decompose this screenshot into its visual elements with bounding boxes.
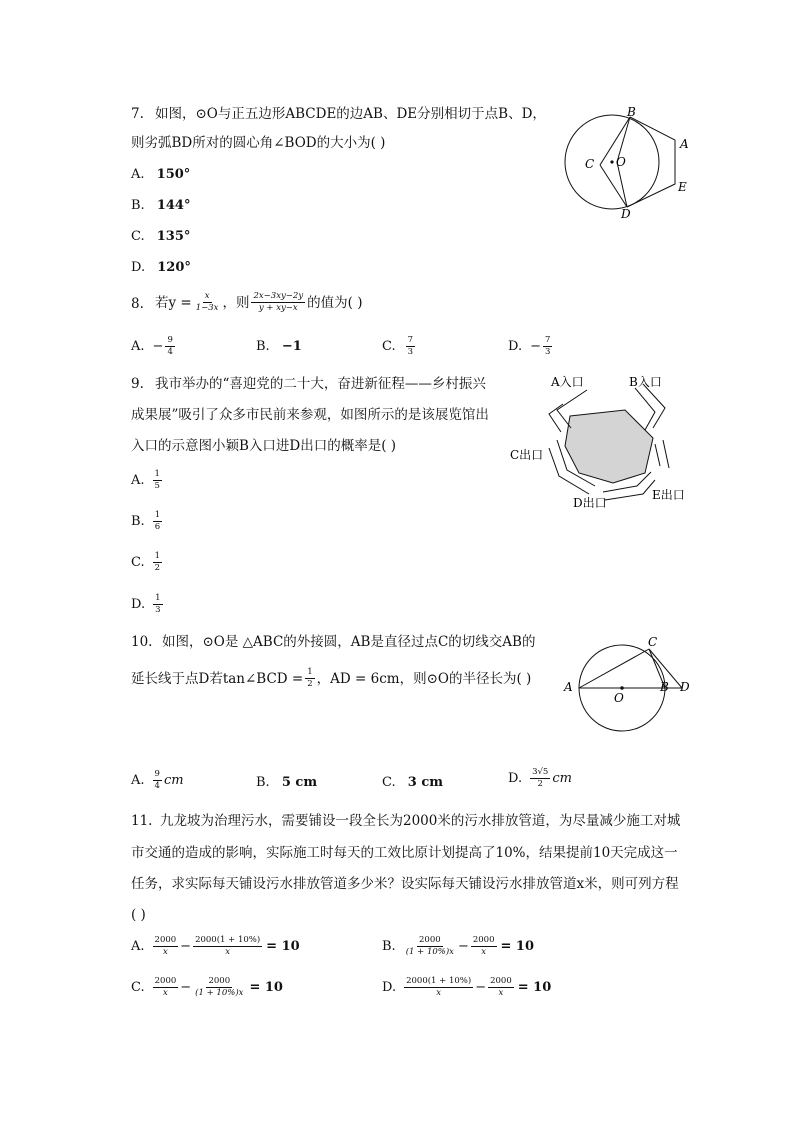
q7-option-d[interactable] bbox=[131, 259, 191, 277]
option-text: −1 bbox=[281, 339, 302, 354]
label-c: C bbox=[585, 157, 595, 171]
q9-option-a[interactable] bbox=[131, 470, 164, 491]
q11-stem-line3: 任务，求实际每天铺设污水排放管道多少米？设实际每天铺设污水排放管道x米，则可列方程 bbox=[131, 876, 679, 892]
equation-rhs: = 10 bbox=[266, 938, 300, 954]
q10-stem-line2 bbox=[131, 668, 531, 689]
option-sign: − bbox=[530, 338, 541, 354]
fraction-2: $\frac{2000}{x}$ bbox=[490, 976, 512, 998]
q7-option-a[interactable] bbox=[131, 166, 190, 184]
label-d-exit: D出口 bbox=[573, 496, 607, 510]
q8-number: 8. bbox=[131, 296, 144, 312]
option-letter: D. bbox=[131, 260, 146, 275]
q7-pentagon-circle-figure bbox=[555, 102, 705, 222]
q8-mid: ，则 bbox=[222, 294, 250, 311]
label-o: O bbox=[614, 691, 624, 705]
q10-option-a[interactable] bbox=[131, 770, 184, 791]
q9-option-d[interactable] bbox=[131, 594, 165, 615]
option-text: 3 cm bbox=[407, 775, 444, 790]
q8-option-b[interactable] bbox=[256, 338, 302, 356]
q7-option-b[interactable] bbox=[131, 197, 190, 215]
option-letter: A. bbox=[131, 938, 145, 954]
option-letter: B. bbox=[256, 775, 270, 790]
q8-prefix: 若y = bbox=[155, 294, 192, 311]
q8-suffix: 的值为( ) bbox=[307, 294, 363, 311]
option-letter: D. bbox=[508, 770, 523, 786]
q7-stem-line1: 如图，⊙O与正五边形ABCDE的边AB、DE分别相切于点B、D， bbox=[155, 106, 546, 122]
q7-option-c[interactable] bbox=[131, 228, 190, 246]
option-letter: A. bbox=[131, 338, 145, 354]
label-a-entrance: A入口 bbox=[551, 375, 584, 389]
option-letter: A. bbox=[131, 772, 145, 788]
q8-option-c[interactable] bbox=[382, 336, 417, 357]
option-letter: D. bbox=[508, 338, 523, 354]
q11-option-a[interactable]: A. $\frac{2000}{x}$ − $\frac{2000(1 + 10\%)}{x}$ = 10 bbox=[131, 935, 300, 957]
option-text: 5 cm bbox=[281, 775, 318, 790]
option-letter: D. bbox=[131, 596, 146, 612]
option-text: 150° bbox=[156, 167, 191, 182]
option-letter: B. bbox=[131, 198, 145, 213]
fraction-2: $\frac{2000(1 + 10\%)}{x}$ bbox=[195, 935, 261, 957]
q10-option-b[interactable] bbox=[256, 774, 317, 792]
label-b-entrance: B入口 bbox=[629, 375, 662, 389]
q10-line2-end: ，AD = 6cm，则⊙O的半径长为( ) bbox=[316, 670, 532, 687]
q10-option-c[interactable] bbox=[382, 774, 443, 792]
q10-circle-tangent-figure bbox=[560, 630, 700, 740]
option-letter: A. bbox=[131, 167, 145, 182]
equation-rhs: = 10 bbox=[500, 938, 535, 954]
option-fraction: $\frac{1}{2}$ bbox=[154, 551, 161, 573]
option-fraction: $\frac{7}{3}$ bbox=[407, 335, 414, 357]
option-letter: D. bbox=[382, 979, 397, 995]
label-c-exit: C出口 bbox=[510, 448, 544, 462]
label-a: A bbox=[680, 137, 689, 151]
option-letter: C. bbox=[131, 554, 145, 570]
q11-option-b[interactable]: B. $\frac{2000}{(1 + 10\%)x}$ − $\frac{2000}{x}$ = 10 bbox=[382, 935, 535, 957]
option-text: 144° bbox=[156, 198, 191, 213]
option-sign: − bbox=[152, 338, 164, 354]
option-letter: C. bbox=[382, 775, 396, 790]
q9-stem-line2: 成果展”吸引了众多市民前来参观，如图所示的是该展览馆出 bbox=[131, 407, 489, 423]
fraction-1: $\frac{2000}{(1 + 10\%)x}$ bbox=[405, 935, 454, 957]
option-fraction: $\frac{9}{4}$ bbox=[154, 769, 160, 791]
option-letter: B. bbox=[131, 513, 145, 529]
q9-option-c[interactable] bbox=[131, 552, 164, 573]
q8-fraction-1: $\frac{x}{1-3x}$ bbox=[195, 291, 219, 313]
option-letter: A. bbox=[131, 472, 145, 488]
label-b: B bbox=[660, 680, 669, 694]
q11-stem-line4: ( ) bbox=[131, 907, 146, 923]
option-fraction: $\frac{1}{3}$ bbox=[155, 593, 161, 615]
q11-option-d[interactable]: D. $\frac{2000(1 + 10\%)}{x}$ − $\frac{2000}{x}$ = 10 bbox=[382, 976, 552, 998]
q10-number: 10. bbox=[131, 634, 153, 650]
fraction-1: $\frac{2000(1 + 10\%)}{x}$ bbox=[406, 976, 472, 998]
q11-number: 11. bbox=[131, 813, 153, 829]
label-b: B bbox=[627, 105, 636, 119]
option-letter: C. bbox=[131, 979, 145, 995]
q8-fraction-2: $\frac{2x-3xy-2y}{y + xy-x}$ bbox=[253, 291, 304, 313]
label-e: E bbox=[678, 180, 687, 194]
fraction-1: $\frac{2000}{x}$ bbox=[154, 976, 177, 998]
q9-option-b[interactable] bbox=[131, 511, 164, 532]
label-d: D bbox=[680, 680, 690, 694]
option-letter: B. bbox=[256, 339, 270, 354]
q7-stem-line2: 则劣弧BD所对的圆心角∠BOD的大小为( ) bbox=[131, 135, 386, 151]
option-fraction: $\frac{1}{5}$ bbox=[154, 469, 160, 491]
q9-stem-line3: 入口的示意图小颖B入口进D出口的概率是( ) bbox=[131, 438, 397, 454]
option-unit: cm bbox=[163, 772, 184, 788]
option-fraction: $\frac{9}{4}$ bbox=[167, 335, 173, 357]
option-fraction: $\frac{7}{3}$ bbox=[545, 335, 551, 357]
q10-tan-fraction: $\frac{1}{2}$ bbox=[307, 667, 313, 689]
equation-rhs: = 10 bbox=[517, 979, 552, 995]
q8-stem bbox=[155, 292, 362, 313]
equation-rhs: = 10 bbox=[249, 979, 283, 995]
label-c: C bbox=[648, 635, 658, 649]
pentagon-edges bbox=[627, 117, 675, 207]
fraction-1: $\frac{2000}{x}$ bbox=[154, 935, 177, 957]
option-letter: B. bbox=[382, 938, 396, 954]
q10-stem-line1: 如图，⊙O是 △ABC的外接圆，AB是直径过点C的切线交AB的 bbox=[162, 634, 536, 650]
option-unit: cm bbox=[552, 770, 572, 786]
exhibition-hall bbox=[565, 410, 653, 483]
option-fraction: $\frac{1}{6}$ bbox=[154, 510, 161, 532]
label-a: A bbox=[564, 680, 573, 694]
q11-stem-line1: 九龙坡为治理污水，需要铺设一段全长为2000米的污水排放管道，为尽量减少施工对城 bbox=[160, 813, 681, 829]
q10-line2-start: 延长线于点D若tan∠BCD = bbox=[131, 670, 304, 687]
q8-option-a[interactable] bbox=[131, 336, 177, 357]
label-e-exit: E出口 bbox=[652, 488, 685, 502]
option-letter: C. bbox=[131, 229, 145, 244]
q10-option-d[interactable] bbox=[508, 768, 572, 789]
option-letter: C. bbox=[382, 338, 396, 354]
q11-stem-line2: 市交通的造成的影响，实际施工时每天的工效比原计划提高了10%，结果提前10天完成这一 bbox=[131, 845, 678, 861]
option-text: 120° bbox=[157, 260, 191, 275]
option-fraction: $\frac{3√5}{2}$ bbox=[532, 767, 549, 789]
q9-stem-line1: 我市举办的“喜迎党的二十大，奋进新征程——乡村振兴 bbox=[155, 376, 486, 392]
option-text: 135° bbox=[156, 229, 191, 244]
q9-number: 9. bbox=[131, 376, 144, 392]
q9-exhibition-hall-figure bbox=[505, 368, 705, 516]
q11-option-c[interactable]: C. $\frac{2000}{x}$ − $\frac{2000}{(1 + 10\%)x}$ = 10 bbox=[131, 976, 283, 998]
fraction-2: $\frac{2000}{(1 + 10\%)x}$ bbox=[195, 976, 244, 998]
q8-option-d[interactable] bbox=[508, 336, 554, 357]
label-d: D bbox=[621, 207, 631, 221]
label-o: O bbox=[616, 155, 626, 169]
q7-number: 7. bbox=[131, 106, 144, 122]
fraction-2: $\frac{2000}{x}$ bbox=[472, 935, 495, 957]
